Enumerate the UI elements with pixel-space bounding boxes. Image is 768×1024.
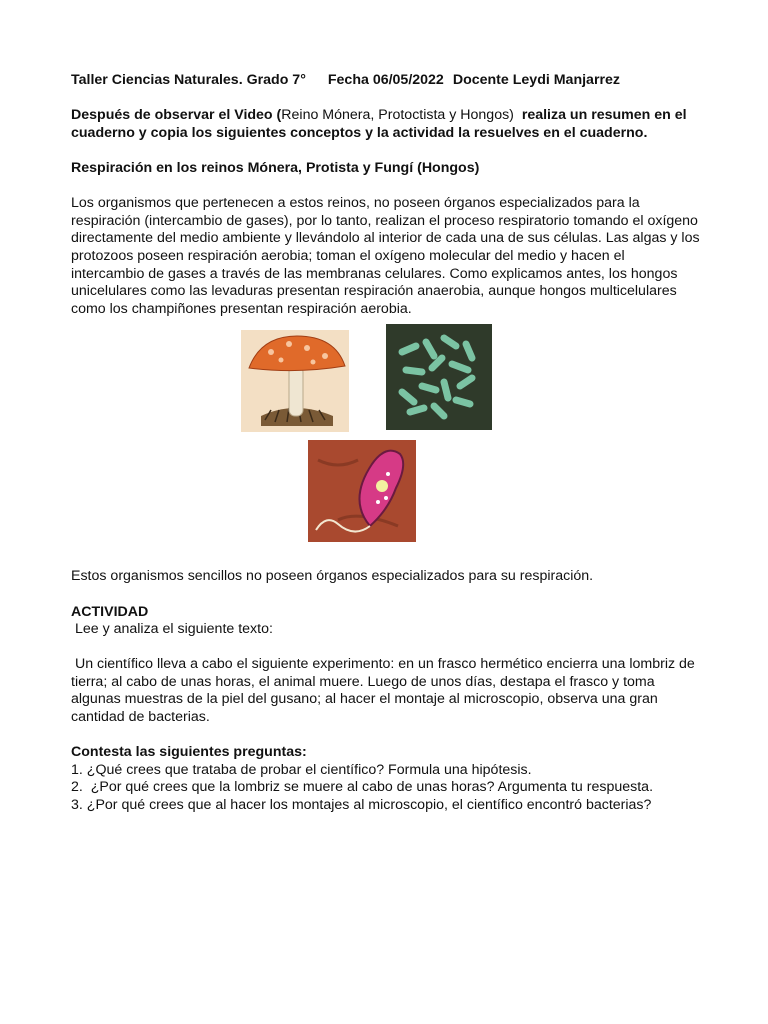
activity-text: Un científico lleva a cabo el siguiente experimento: en un frasco hermético encierra una lombriz de tierra; al cabo de unas horas, el animal muere. Luego de unos días, destapa el frasco y toma algunas muestras de la piel del gusano; al hacer el montaje al microscopio, observa una gran cantidad de bacterias. bbox=[71, 656, 699, 726]
bacteria-image bbox=[386, 324, 492, 430]
section-heading: Respiración en los reinos Mónera, Protista y Fungí (Hongos) bbox=[71, 159, 480, 176]
question-1: 1. ¿Qué crees que trataba de probar el científico? Formula una hipótesis. bbox=[71, 761, 532, 778]
activity-heading: ACTIVIDAD bbox=[71, 603, 149, 620]
figure-caption: Estos organismos sencillos no poseen órganos especializados para su respiración. bbox=[71, 568, 594, 585]
mushroom-image bbox=[241, 330, 349, 432]
worksheet-teacher: Docente Leydi Manjarrez bbox=[452, 72, 620, 88]
worksheet-title: Taller Ciencias Naturales. Grado 7° bbox=[71, 72, 306, 88]
header-line bbox=[71, 72, 701, 90]
question-2: 2. ¿Por qué crees que la lombriz se muere al cabo de unas horas? Argumenta tu respuesta. bbox=[71, 779, 654, 796]
worksheet-date: Fecha 06/05/2022 bbox=[327, 72, 444, 88]
section-paragraph: Los organismos que pertenecen a estos reinos, no poseen órganos especializados para la respiración (intercambio de gases), por lo tanto, realizan el proceso respiratorio tomando el oxígeno directamente del medio ambiente y llevándolo al interior de cada una de sus células. Las algas y los protozoos poseen respiración aerobia; toman el oxígeno molecular del medio y hacen el intercambio de gases a través de las membranas celulares. Como explicamos antes, los hongos unicelulares como las levaduras presentan respiración anaerobia, aunque hongos multicelulares como los champiñones presentan respiración aerobia. bbox=[71, 195, 700, 317]
questions-heading: Contesta las siguientes preguntas: bbox=[71, 744, 307, 761]
activity-instruction: Lee y analiza el siguiente texto: bbox=[71, 621, 273, 638]
question-3: 3. ¿Por qué crees que al hacer los montajes al microscopio, el científico encontró bacterias? bbox=[71, 797, 652, 814]
video-topic: Reino Mónera, Protoctista y Hongos) bbox=[281, 107, 514, 124]
instructions-part2: realiza un resumen en el cuaderno y copia los siguientes conceptos y la actividad la resuelves en el cuaderno. bbox=[71, 107, 687, 141]
document-page bbox=[71, 72, 701, 815]
instructions-paragraph bbox=[71, 107, 701, 142]
figures-group bbox=[71, 330, 701, 556]
protist-image bbox=[308, 440, 416, 542]
instructions-part1: Después de observar el Video ( bbox=[71, 107, 282, 124]
